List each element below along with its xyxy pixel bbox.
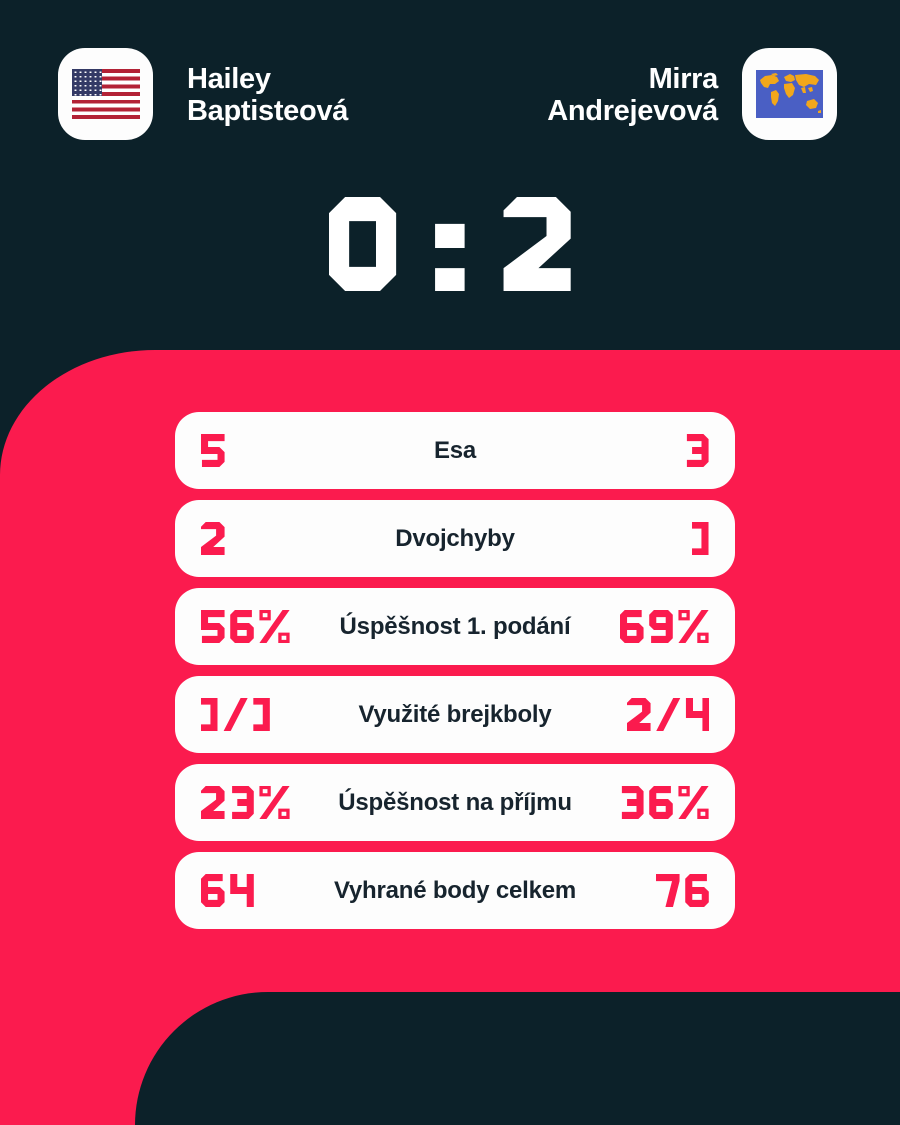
us-flag-icon [72,69,140,119]
stat-value-right [584,522,709,555]
stat-row [175,852,735,929]
stat-value-left [201,522,326,555]
stat-value-left [201,874,326,907]
stat-value-left [201,610,326,643]
stat-row [175,500,735,577]
stat-label: Dvojchyby [395,524,515,552]
stat-value-right [584,434,709,467]
stat-label: Úspěšnost na příjmu [338,788,572,816]
stat-label: Esa [433,436,477,464]
us-flag-canton [72,69,102,96]
stat-label: Vyhrané body celkem [333,876,577,904]
player-left-name [187,63,348,127]
stat-value-right [584,874,709,907]
stat-value-right [584,698,709,731]
stat-row [175,588,735,665]
stat-label: Využité brejkboly [358,700,552,728]
stat-value-right [584,610,709,643]
stat-row [175,676,735,753]
stat-value-left [201,434,326,467]
stat-value-right [584,786,709,819]
stat-row [175,764,735,841]
stats-list [175,412,735,929]
player-right-name-line1: Mirra [648,63,718,95]
player-right-name [547,63,718,127]
player-right-name-line2: Andrejevová [547,95,718,127]
stat-value-left [201,698,326,731]
player-left-name-line2: Baptisteová [187,95,349,127]
player-left-flag-tile [58,48,153,140]
stat-row [175,412,735,489]
stat-label: Úspěšnost 1. podání [339,612,571,640]
world-map-flag-icon [756,70,823,118]
player-left-name-line1: Hailey [187,63,271,95]
stat-value-left [201,786,326,819]
player-right-flag-tile [742,48,837,140]
match-score [0,197,900,291]
bottom-section-curve [135,992,900,1125]
